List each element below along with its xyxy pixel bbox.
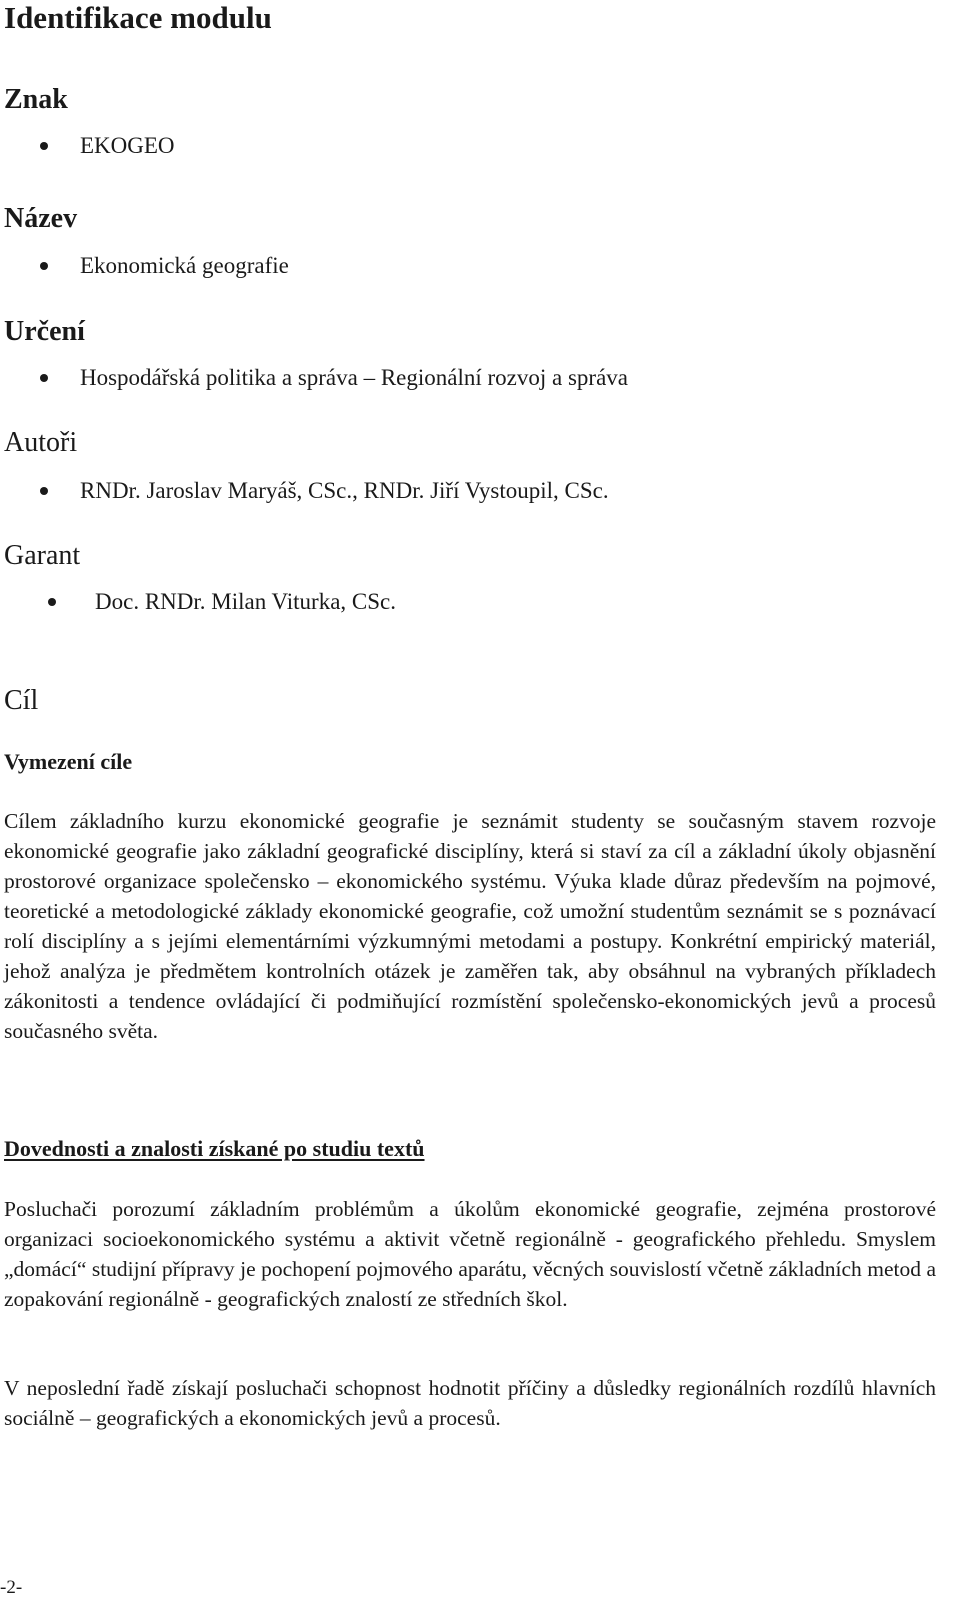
heading-cil: Cíl [4,685,39,716]
bullet-icon [40,262,48,270]
paragraph-dovednosti-1: Posluchači porozumí základním problémům a úkolům ekonomické geografie, zejména prostorové organizaci socioekonomického systému a aktivit včetně regionálně - geografického přehledu. Smyslem „domácí“ studijní přípravy je pochopení pojmového aparátu, věcných souvislostí včetně základních metod a zopakování regionálně - geografických znalostí ze středních škol. [4,1197,936,1311]
subheading-dovednosti: Dovednosti a znalosti získané po studiu textů [4,1136,425,1161]
heading-nazev: Název [4,203,78,234]
bullet-icon [48,598,56,606]
subheading-vymezeni-cile: Vymezení cíle [4,749,133,774]
heading-autori: Autoři [4,427,78,458]
paragraph-dovednosti-2: V neposlední řadě získají posluchači schopnost hodnotit příčiny a důsledky regionálních rozdílů hlavních sociálně – geografických a ekonomických jevů a procesů. [4,1376,936,1430]
znak-value: EKOGEO [80,133,175,158]
bullet-icon [40,487,48,495]
bullet-icon [40,374,48,382]
autori-value: RNDr. Jaroslav Maryáš, CSc., RNDr. Jiří Vystoupil, CSc. [80,478,609,503]
nazev-value: Ekonomická geografie [80,253,289,278]
page-number: -2- [0,1577,23,1598]
heading-znak: Znak [4,84,68,115]
urceni-value: Hospodářská politika a správa – Regionální rozvoj a správa [80,365,629,390]
bullet-icon [40,142,48,150]
heading-urceni: Určení [4,316,85,347]
paragraph-cil: Cílem základního kurzu ekonomické geografie je seznámit studenty se současným stavem rozvoje ekonomické geografie jako základní geografické disciplíny, která si staví za cíl a základní úkoly objasnění prostorové organizace společensko – ekonomického systému. Výuka klade důraz především na pojmové, teoretické a metodologické základy ekonomické geografie, což umožní studentům seznámit se s poznávací rolí disciplíny a s jejími elementárními výzkumnými metodami a postupy. Konkrétní empirický materiál, jehož analýza je předmětem kontrolních otázek je zaměřen tak, aby obsáhnul na vybraných příkladech zákonitosti a tendence ovládající či podmiňující rozmístění společensko-ekonomických jevů a procesů současného světa. [4,809,936,1043]
garant-value: Doc. RNDr. Milan Viturka, CSc. [95,589,397,614]
page-title: Identifikace modulu [4,0,272,35]
heading-garant: Garant [4,540,81,571]
